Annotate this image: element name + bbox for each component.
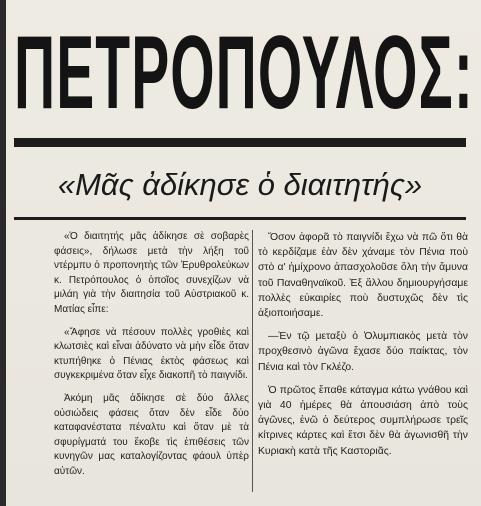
headline: ΠΕΤΡΟΠΟΥΛΟΣ: bbox=[14, 15, 474, 131]
paragraph: Ἀκόμη μᾶς ἀδίκησε σὲ δύο ἄλλες οὐσιώδεις φάσεις ὅταν δὲν εἶδε δύο καταφανέστατα πέναλτυ καὶ ὅταν μὲ τὰ σφυρίγματά του ἔκοβε τὶς ἐπιθέσεις τῶν κυνηγῶν μας καταλογίζοντας φάουλ ὑπὲρ αὐτῶν. bbox=[54, 392, 249, 477]
column-divider bbox=[252, 230, 253, 492]
subheadline: «Μᾶς ἀδίκησε ὁ διαιτητής» bbox=[57, 167, 423, 202]
paragraph: «Ἄφησε νὰ πέσουν πολλὲς γροθιὲς καὶ κλωτσιὲς καὶ εἶναι ἀδύνατο νὰ μὴν εἶδε ὅταν κτυπήθηκε ὁ Πένιας ἐκτὸς φάσεως καὶ συγκεκριμένα ὅταν εἶχε διακοπῆ τὸ παιγνίδι. bbox=[54, 326, 249, 382]
subheadline-rule bbox=[14, 217, 466, 220]
paragraph: Ὁ πρῶτος ἔπαθε κάταγμα κάτω γνάθου καὶ γιὰ 40 ἡμέρες θὰ ἀπουσιάση ἀπὸ τοὺς ἀγῶνες, ἐνῶ ὁ δεύτερος συμπλήρωσε τρεῖς κίτρινες κάρτες καὶ ἔτσι δὲν θὰ ἀγωνισθῆ τὴν Κυριακὴ κατὰ τῆς Καστοριᾶς. bbox=[258, 384, 468, 457]
headline-container bbox=[14, 14, 474, 132]
article-column-right bbox=[258, 230, 468, 464]
paragraph: «Ὁ διαιτητής μᾶς ἀδίκησε σὲ σοβαρὲς φάσεις», δήλωσε μετὰ τὴν λήξη τοῦ ντέρμπυ ὁ προπονητὴς τῶν Ἐρυθρολεύκων κ. Πετρόπουλος ὁ ὁποῖος συνεχίζων νὰ μιλάη γιὰ τὴν διαιτησία τοῦ Αὐστριακοῦ κ. Ματίας εἶπε: bbox=[54, 231, 249, 315]
page-edge-shadow bbox=[0, 0, 6, 506]
paragraph: —Ἐν τῷ μεταξὺ ὁ Ὀλυμπιακὸς μετὰ τὸν προχθεσινὸ ἀγῶνα ἔχασε δύο παίκτας, τὸν Πένια καὶ τὸν Γκλέζο. bbox=[258, 331, 468, 373]
headline-rule bbox=[14, 138, 466, 147]
paragraph: Ὅσον ἀφορᾶ τὸ παιγνίδι ἔχω νὰ πῶ ὅτι θὰ τὸ κερδίζαμε ἐὰν δὲν χάναμε τὸν Πένια ποὺ στὸ α' ἡμίχρονο ἀπασχολοῦσε ὅλη τὴν ἄμυνα τοῦ Παναθηναϊκοῦ. Ἐξ ἄλλου δημιουργήσαμε πολλὲς εὐκαιρίες ποὺ δυστυχῶς δὲν τὶς ἀξιοποιήσαμε. bbox=[258, 232, 468, 320]
article-column-left bbox=[54, 230, 249, 485]
